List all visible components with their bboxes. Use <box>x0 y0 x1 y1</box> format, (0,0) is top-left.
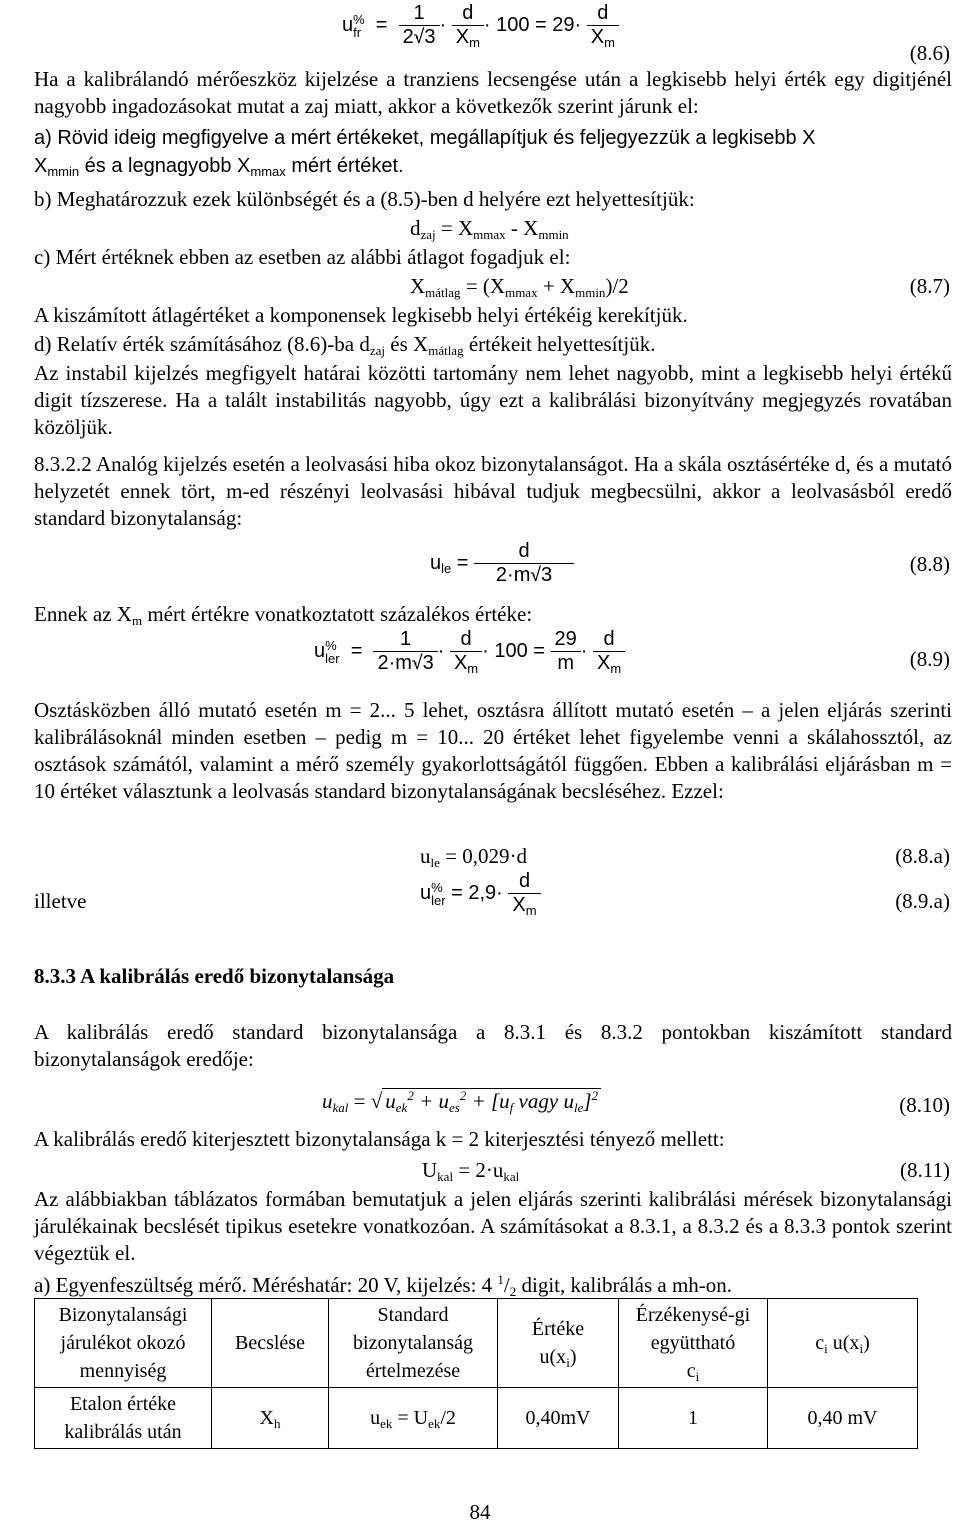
den-term: m <box>395 652 412 674</box>
denominator: m <box>551 651 581 675</box>
fraction <box>452 2 484 49</box>
superscript: 2 <box>407 1088 414 1103</box>
superscript: 1 <box>497 1272 504 1287</box>
text: Ennek az X <box>34 602 132 626</box>
text: U <box>422 1158 438 1182</box>
equation-number: (8.10) <box>899 1093 950 1117</box>
text: u <box>420 844 431 868</box>
text: u <box>370 1407 381 1429</box>
text: u(x <box>539 1346 567 1368</box>
table-cell: 0,40 mV <box>768 1388 918 1449</box>
subscript: le <box>430 855 440 870</box>
equation-8-8-a <box>420 843 527 869</box>
subscript: le <box>441 560 452 576</box>
eq-sup: % <box>325 637 337 653</box>
subscript: f <box>509 1100 514 1115</box>
paragraph: 8.3.2.2 Analóg kijelzés esetén a leolvasási hiba okoz bizonytalanságot. Ha a skála osztásértéke d, és a mutató helyzetét ennek tört, m-ed részényi leolvasási hibával tudjuk megbecsülni, akkor a leolvasásból eredő standard bizonytalanság: <box>34 452 952 530</box>
text: ) <box>863 1332 870 1354</box>
table-cell: 1 <box>619 1388 768 1449</box>
equation-number: (8.8.a) <box>895 844 950 868</box>
equation-8-11 <box>422 1157 519 1183</box>
den-term: X <box>512 894 526 916</box>
den-term: 2 <box>377 652 389 674</box>
page-number: 84 <box>469 1500 491 1524</box>
subscript: mmax <box>250 164 286 179</box>
illetve-label: illetve <box>34 889 87 913</box>
text: vagy u <box>513 1089 574 1113</box>
fraction <box>587 2 619 49</box>
text: + u <box>419 1089 449 1113</box>
den-term: 2 <box>402 26 414 48</box>
subscript: h <box>273 1416 281 1431</box>
eq-symbol: u <box>314 639 326 662</box>
sqrt-body <box>382 1088 601 1113</box>
eq-symbol: u <box>342 13 354 36</box>
text: u <box>385 1089 396 1113</box>
subscript: m <box>131 613 143 628</box>
text: ) <box>569 1346 577 1368</box>
eq-sub: ler <box>431 892 446 908</box>
subscript: le <box>573 1100 584 1115</box>
table-cell <box>212 1388 329 1449</box>
den-term: X <box>453 652 468 674</box>
equation-number: (8.8) <box>909 552 950 576</box>
subscript: kal <box>503 1169 520 1184</box>
paragraph: A kiszámított átlagértéket a komponensek legkisebb helyi értékéig kerekítjük. <box>34 303 688 327</box>
list-item-a-dc-meter <box>34 1272 732 1298</box>
sqrt-term: √ 3 <box>538 563 552 586</box>
text: = 0,029·d <box>439 844 527 868</box>
den-term: m <box>513 564 531 586</box>
denominator <box>587 25 619 49</box>
den-term: X <box>455 26 470 48</box>
text: ] <box>583 1089 592 1113</box>
equation-8-8: $u_{le}$ = $\frac{d}{2\cdot m\cdot√ 3}$ <box>430 540 574 587</box>
subscript: m <box>469 35 480 50</box>
fraction <box>551 628 581 675</box>
denominator <box>508 893 540 917</box>
text: u(x <box>827 1332 860 1354</box>
list-item-c: c) Mért értéknek ebben az esetben az alábbi átlagot fogadjuk el: <box>34 245 571 269</box>
section-heading: 8.3.3 A kalibrálás eredő bizonytalansága <box>34 964 395 988</box>
subscript: i <box>566 1355 570 1370</box>
text: értékeit helyettesítjük. <box>463 332 656 356</box>
numerator: d <box>518 870 531 892</box>
numerator: d <box>462 2 474 24</box>
fraction <box>450 628 482 675</box>
numerator: d <box>597 2 609 24</box>
paragraph: Az instabil kijelzés megfigyelt határai közötti tartomány nem lehet nagyobb, mint a legkisebb helyi értékű digit tízszerese. Ha a talált instabilitás nagyobb, úgy ezt a kalibrálási bizonyítvány megjegyzés rovatában közöljük. <box>34 361 952 439</box>
eq-sub: fr <box>353 24 362 40</box>
header-cell: Bizonytalansági járulékot okozó mennyiség <box>35 1299 212 1388</box>
eq-symbol: u <box>322 1089 333 1113</box>
text: = <box>353 1089 366 1113</box>
subscript: m <box>604 35 615 50</box>
text: és a legnagyobb X <box>79 155 251 177</box>
header-cell <box>619 1299 768 1388</box>
fraction <box>508 870 540 917</box>
fraction <box>373 628 437 675</box>
subscript: kal <box>437 1169 454 1184</box>
table-cell: 0,40mV <box>498 1388 619 1449</box>
subscript: m <box>610 661 622 676</box>
header-cell <box>498 1299 619 1388</box>
header-cell: Becslése <box>212 1299 329 1388</box>
numerator: 1 <box>413 2 425 24</box>
subscript: ek <box>428 1416 441 1431</box>
subscript: ek <box>395 1100 408 1115</box>
paragraph: A kalibrálás eredő kiterjesztett bizonytalansága k = 2 kiterjesztési tényező mellett: <box>34 1127 725 1151</box>
subscript: m <box>467 661 479 676</box>
text: d <box>410 216 421 240</box>
denominator: 2·√ 3 <box>399 25 440 49</box>
den-term: X <box>597 652 611 674</box>
text: X <box>259 1407 274 1429</box>
equation-number: (8.7) <box>909 274 950 298</box>
superscript: 2 <box>459 1088 467 1103</box>
subscript: mmin <box>575 285 606 300</box>
subscript: 2 <box>509 1284 517 1299</box>
denominator <box>593 651 625 675</box>
sqrt-term: √ 3 <box>420 651 434 674</box>
text: /2 <box>440 1407 456 1429</box>
subscript: mmin <box>538 227 569 242</box>
subscript: ek <box>380 1416 393 1431</box>
paragraph <box>34 601 532 627</box>
text: = (X <box>460 274 506 298</box>
subscript: m <box>525 903 537 918</box>
equation-8-10: $u_{kal}$ = √ $u_{ek}^2 + u_{es}^2 + [u_f$ vagy $u_{le}]^2$ <box>322 1088 601 1114</box>
fraction <box>399 2 440 49</box>
numerator: d <box>518 540 530 562</box>
header-cell: Standard bizonytalanság értelmezése <box>329 1299 498 1388</box>
text: = 2,9· <box>451 881 503 904</box>
table-cell: Etalon értéke kalibrálás után <box>35 1388 212 1449</box>
text: = 2·u <box>453 1158 504 1182</box>
text: d) Relatív érték számításához (8.6)-ba d <box>34 332 370 356</box>
list-item-a <box>34 125 816 151</box>
text: c <box>815 1332 825 1354</box>
text: = U <box>392 1407 429 1429</box>
text: Értéke <box>531 1318 585 1340</box>
numerator: 29 <box>554 628 577 650</box>
table-header-row <box>35 1299 918 1388</box>
denominator <box>452 25 484 49</box>
text: )/2 <box>605 274 629 298</box>
uncertainty-table <box>34 1298 918 1449</box>
subscript: mmin <box>47 164 80 179</box>
numerator: d <box>603 628 615 650</box>
denominator: 2·m·√ 3 <box>474 563 574 587</box>
denominator: 2·m·√ 3 <box>373 651 437 675</box>
equation-8-7 <box>410 273 629 299</box>
text: / <box>503 1273 510 1297</box>
subscript: i <box>824 1341 828 1356</box>
eq-sup: % <box>353 11 365 27</box>
table-row <box>35 1388 918 1449</box>
subscript: mátlag <box>425 285 461 300</box>
text: Érzékenysé-gi együttható <box>635 1304 751 1354</box>
fraction <box>593 628 625 675</box>
equation-number: (8.9) <box>909 647 950 671</box>
subscript: kal <box>332 1100 349 1115</box>
superscript: 2 <box>591 1088 599 1103</box>
paragraph: A kalibrálás eredő standard bizonytalansága a 8.3.1 és 8.3.2 pontokban kiszámított standard bizonytalanságok eredője: <box>34 1020 952 1071</box>
fraction <box>474 540 574 587</box>
text: - X <box>505 216 539 240</box>
paragraph: Az alábbiakban táblázatos formában bemutatjuk a jelen eljárás szerinti kalibrálási mérések bizonytalansági járulékainak becslését tipikus esetekre vonatkozóan. A számításokat a 8.3.1, a 8.3.2 és a 8.3.3 pontok szerint végeztük el. <box>34 1187 952 1265</box>
paragraph: Ha a kalibrálandó mérőeszköz kijelzése a tranziens lecsengése után a legkisebb helyi érték egy digitjénél nagyobb ingadozásokat mutat a zaj miatt, akkor a következők szerint járunk el: <box>34 67 952 118</box>
denominator <box>450 651 482 675</box>
den-term: X <box>590 26 605 48</box>
subscript: zaj <box>369 343 386 358</box>
equation-number: (8.6) <box>909 41 950 65</box>
text: digit, kalibrálás a mh-on. <box>516 1273 733 1297</box>
text: + [u <box>471 1089 510 1113</box>
equation-dzaj <box>410 215 569 241</box>
header-cell <box>768 1299 918 1388</box>
subscript: mátlag <box>428 343 464 358</box>
subscript: es <box>448 1100 460 1115</box>
equation-8-9: u % ler = $\frac{1}{2\cdot m\cdot√ 3}$ · $\frac{d}{X_m}$ · 100 = $\frac{29}{m}$ · $\frac{d}{X_m}$ <box>314 628 625 675</box>
text: mért értéket. <box>285 155 404 177</box>
subscript: i <box>859 1341 864 1356</box>
text: + X <box>537 274 576 298</box>
eq-symbol: u <box>430 551 442 574</box>
subscript: mmax <box>505 285 538 300</box>
text: X <box>410 274 426 298</box>
text: a) Egyenfeszültség mérő. Méréshatár: 20 V, kijelzés: 4 <box>34 1273 498 1297</box>
numerator: 1 <box>400 628 412 650</box>
eq-sup: % <box>431 879 443 895</box>
den-term: 2 <box>495 564 508 586</box>
subscript: i <box>695 1369 700 1384</box>
eq-sub: ler <box>325 650 340 666</box>
equation-8-9-a <box>420 870 541 917</box>
equation-number: (8.11) <box>900 1158 950 1182</box>
constant: 29 <box>552 13 575 36</box>
text: c <box>686 1360 696 1382</box>
subscript: zaj <box>420 227 436 242</box>
numerator: d <box>460 628 472 650</box>
equation-8-6: u % fr = $\frac{1}{2\cdot√ 3}$ · $\frac{d}{X_m}$ · 100 = 29· $\frac{d}{X_m}$ <box>342 2 619 49</box>
constant: 100 <box>494 639 528 662</box>
subscript: mmax <box>473 227 506 242</box>
list-item-b: b) Meghatározzuk ezek különbségét és a (8.5)-ben d helyére ezt helyettesítjük: <box>34 187 695 211</box>
list-item-d <box>34 331 655 357</box>
constant: 100 <box>496 13 530 36</box>
sqrt-term: √ 3 <box>421 25 435 48</box>
equation-number: (8.9.a) <box>895 889 950 913</box>
text: mért értékre vonatkoztatott százalékos értéke: <box>142 602 533 626</box>
text: és X <box>385 332 429 356</box>
list-item-a-cont: $X_{mmin}$ és a legnagyobb $X_{mmax}$ mért értéket. <box>34 155 404 179</box>
table-cell <box>329 1388 498 1449</box>
eq-symbol: u <box>420 881 432 904</box>
text: a) Rövid ideig megfigyelve a mért értékeket, megállapítjuk és feljegyezzük a legkisebb X <box>34 127 816 149</box>
paragraph: Osztásközben álló mutató esetén m = 2... 5 lehet, osztásra állított mutató esetén – a jelen eljárás szerinti kalibrálásoknál minden esetben – pedig m = 10... 20 értéket lehet figyelembe venni a skálahossztól, az osztások számától, valamint a mérő személy gyakorlottságától függően. Ebben a kalibrálási eljárásban m = 10 értéket választunk a leolvasás standard bizonytalanságának becsléséhez. Ezzel: <box>34 698 952 803</box>
text: = X <box>435 216 474 240</box>
